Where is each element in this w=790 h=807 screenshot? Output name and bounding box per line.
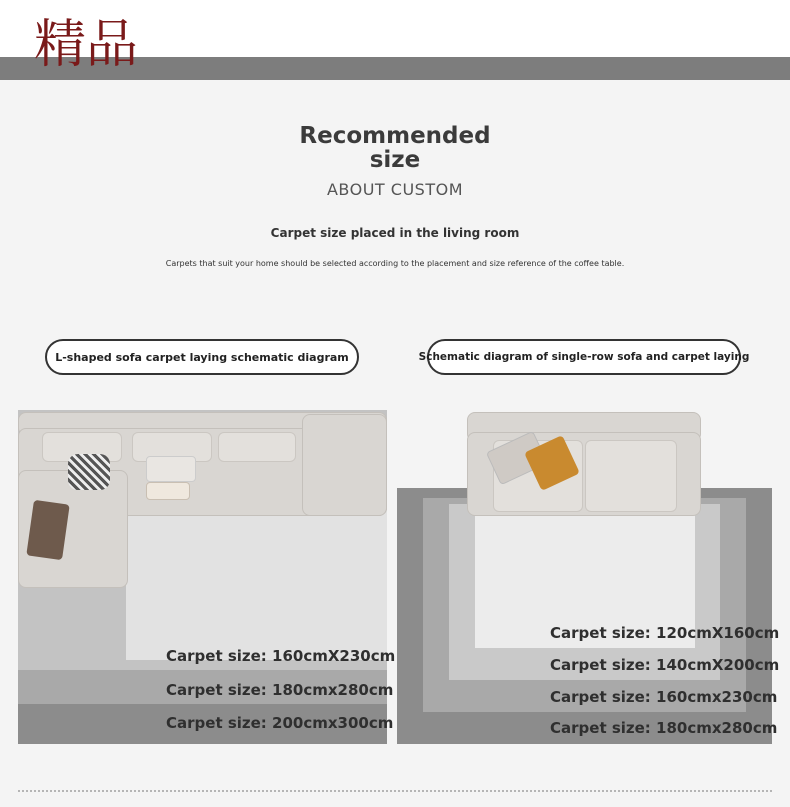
- sofa-cushion-3: [218, 432, 296, 462]
- sofa-end-section: [302, 414, 387, 516]
- l-sofa-diagram-label: L-shaped sofa carpet laying schematic diagram: [45, 339, 359, 375]
- r-size-label-3: Carpet size: 160cmx230cm: [550, 688, 778, 706]
- brand-logo: 精品: [34, 15, 139, 75]
- page-subtitle: ABOUT CUSTOM: [326, 180, 463, 199]
- single-sofa-diagram: [397, 410, 780, 744]
- r-size-label-4: Carpet size: 180cmx280cm: [550, 719, 778, 737]
- l-sofa-diagram: [18, 410, 396, 744]
- pillow-checkered: [68, 454, 110, 490]
- l-size-label-2: Carpet size: 180cmx280cm: [166, 681, 394, 699]
- l-size-label-3: Carpet size: 200cmx300cm: [166, 714, 394, 732]
- page-title-line2: size: [369, 147, 421, 173]
- r-size-label-2: Carpet size: 140cmX200cm: [550, 656, 780, 674]
- rug-inner: [126, 510, 387, 660]
- single-sofa-cushion-2: [585, 440, 677, 512]
- pillow-brown: [26, 500, 69, 560]
- r-size-label-1: Carpet size: 120cmX160cm: [550, 624, 780, 642]
- section-caption: Carpet size placed in the living room: [270, 226, 520, 240]
- single-sofa-diagram-label: Schematic diagram of single-row sofa and carpet laying: [427, 339, 741, 375]
- section-note: Carpets that suit your home should be selected according to the placement and size reference of the coffee table.: [165, 259, 625, 268]
- divider-dotted: [18, 790, 772, 792]
- pillow-beige: [146, 482, 190, 500]
- pillow-light: [146, 456, 196, 482]
- l-size-label-1: Carpet size: 160cmX230cm: [166, 647, 396, 665]
- page-title-line1: Recommended: [299, 123, 491, 149]
